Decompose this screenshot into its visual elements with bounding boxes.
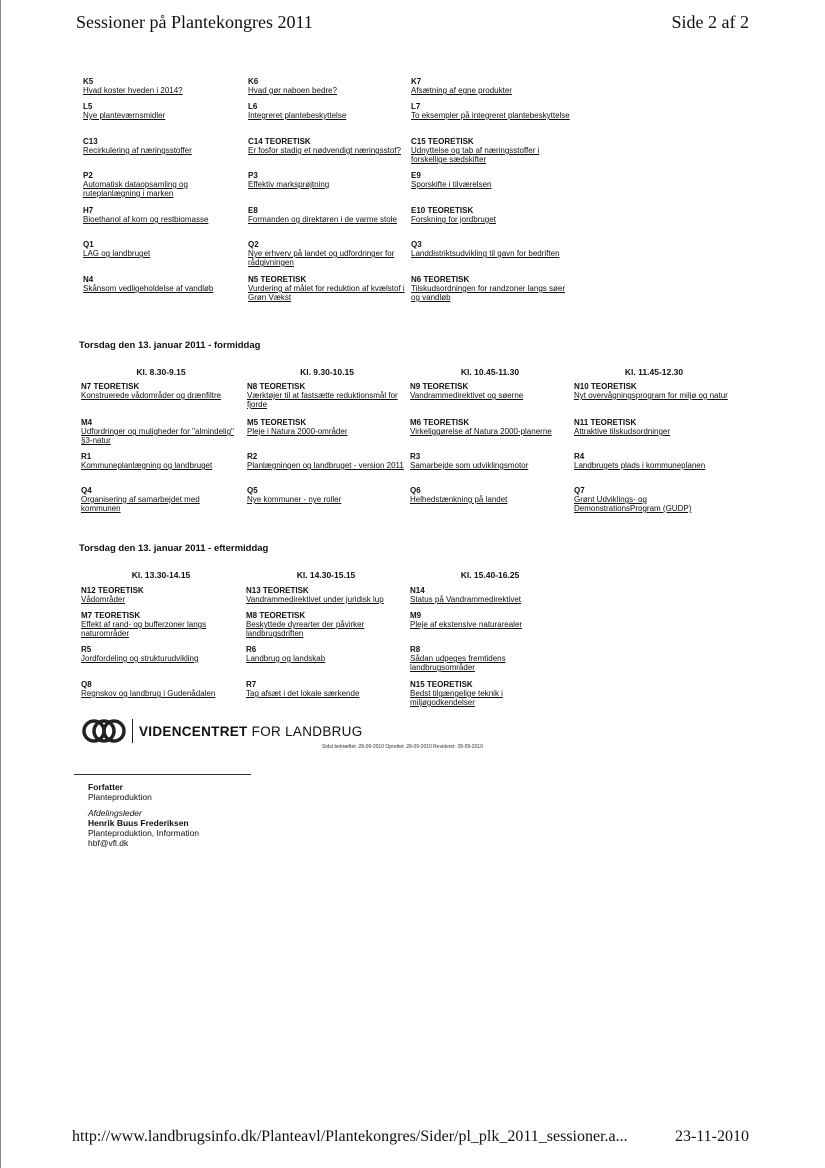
session-title-link[interactable]: Bioethanol af korn og restbiomasse	[83, 215, 209, 224]
session-title-link[interactable]: Tilskudsordningen for randzoner langs søer og vandløb	[411, 284, 566, 302]
session-item[interactable]	[410, 611, 570, 629]
session-code: M9	[410, 611, 422, 620]
session-title-link[interactable]: Landbrugets plads i kommuneplanen	[574, 461, 706, 470]
session-title-link[interactable]: Effektiv marksprøjtning	[248, 180, 330, 189]
scan-edge	[0, 0, 1, 1168]
session-title-link[interactable]: Udnyttelse og tab af næringsstoffer i forskellige sædskifter	[411, 146, 540, 164]
session-title-link[interactable]: Værktøjer til at fastsætte reduktionsmål for fjorde	[247, 391, 398, 409]
session-item[interactable]	[411, 102, 576, 120]
session-code: R1	[81, 452, 92, 461]
session-code: Q8	[81, 680, 92, 689]
author-block	[88, 782, 199, 848]
session-title-link[interactable]: Bedst tilgængelige teknik i miljøgodkendelser	[410, 689, 503, 707]
morning-heading: Torsdag den 13. januar 2011 - formiddag	[79, 340, 261, 351]
session-item[interactable]	[410, 382, 568, 400]
session-code: R2	[247, 452, 258, 461]
session-item[interactable]	[248, 137, 406, 155]
session-title-link[interactable]: Recirkulering af næringsstoffer	[83, 146, 192, 155]
session-item[interactable]	[83, 102, 241, 120]
session-item[interactable]	[411, 77, 576, 95]
session-item[interactable]	[247, 382, 405, 409]
page-header-title: Sessioner på Plantekongres 2011	[76, 12, 313, 32]
session-title-link[interactable]: Forskning for jordbruget	[411, 215, 496, 224]
session-item[interactable]	[247, 418, 405, 436]
session-title-link[interactable]: Effekt af rand- og bufferzoner langs naturområder	[81, 620, 207, 638]
author-dept: Planteproduktion	[88, 792, 152, 802]
time-slot-header: Kl. 14.30-15.15	[296, 570, 356, 580]
session-code: R5	[81, 645, 92, 654]
session-title-link[interactable]: Attraktive tilskudsordninger	[574, 427, 671, 436]
session-code: M6 TEORETISK	[410, 418, 470, 427]
session-item[interactable]	[410, 645, 570, 672]
session-code: Q6	[410, 486, 421, 495]
session-title-link[interactable]: Samarbejde som udviklingsmotor	[410, 461, 529, 470]
session-item[interactable]	[246, 680, 406, 698]
session-code: N6 TEORETISK	[411, 275, 470, 284]
session-code: R4	[574, 452, 585, 461]
session-code: Q4	[81, 486, 92, 495]
time-slot-header: Kl. 13.30-14.15	[131, 570, 191, 580]
session-title-link[interactable]: Udfordringer og muligheder for "almindelig" §3-natur	[81, 427, 234, 445]
session-item[interactable]	[246, 645, 406, 663]
session-title-link[interactable]: To eksempler på integreret plantebeskyttelse	[411, 111, 570, 120]
session-title-link[interactable]: Konstruerede vådområder og drænfiltre	[81, 391, 222, 400]
session-item[interactable]	[81, 586, 241, 604]
session-title-link[interactable]: Regnskov og landbrug i Gudenådalen	[81, 689, 216, 698]
session-title-link[interactable]: Pleje i Natura 2000-områder	[247, 427, 348, 436]
session-title-link[interactable]: LAG og landbruget	[83, 249, 151, 258]
session-code: N4	[83, 275, 94, 284]
author-unit: Planteproduktion, Information	[88, 828, 200, 838]
session-code: Q3	[411, 240, 422, 249]
session-item[interactable]	[574, 382, 732, 400]
session-title-link[interactable]: Jordfordeling og strukturudvikling	[81, 654, 199, 663]
session-code: N13 TEORETISK	[246, 586, 309, 595]
session-item[interactable]	[574, 418, 732, 436]
videncentret-logo	[82, 718, 363, 744]
session-code: C13	[83, 137, 98, 146]
session-code: M5 TEORETISK	[247, 418, 307, 427]
session-item[interactable]	[83, 275, 241, 293]
session-title-link[interactable]: Hvad gør naboen bedre?	[248, 86, 337, 95]
session-code: M4	[81, 418, 93, 427]
session-item[interactable]	[411, 240, 576, 258]
session-item[interactable]	[411, 137, 576, 164]
session-title-link[interactable]: Beskyttede dyrearter der påvirker landbrugsdriften	[246, 620, 365, 638]
session-title-link[interactable]: Nye kommuner - nye roller	[247, 495, 342, 504]
session-item[interactable]	[248, 102, 406, 120]
session-code: N11 TEORETISK	[574, 418, 637, 427]
session-code: N14	[410, 586, 425, 595]
session-title-link[interactable]: Grønt Udviklings- og DemonstrationsProgram (GUDP)	[574, 495, 692, 513]
footer-date: 23-11-2010	[674, 1128, 749, 1145]
session-title-link[interactable]: Vandrammedirektivet og søerne	[410, 391, 524, 400]
session-item[interactable]	[410, 486, 568, 504]
session-item[interactable]	[246, 586, 406, 604]
session-code: K6	[248, 77, 259, 86]
session-title-link[interactable]: Nye erhverv på landet og udfordringer for rådgivningen	[248, 249, 395, 267]
session-code: P3	[248, 171, 258, 180]
session-code: N8 TEORETISK	[247, 382, 306, 391]
session-title-link[interactable]: Skånsom vedligeholdelse af vandløb	[83, 284, 214, 293]
session-code: N5 TEORETISK	[248, 275, 307, 284]
session-title-link[interactable]: Vandrammedirektivet under juridisk lup	[246, 595, 384, 604]
session-title-link[interactable]: Vurdering af målet for reduktion af kvælstof i Grøn Vækst	[248, 284, 405, 302]
time-slot-header: Kl. 8.30-9.15	[136, 367, 186, 377]
session-code: M7 TEORETISK	[81, 611, 141, 620]
divider	[74, 774, 251, 775]
session-code: R6	[246, 645, 257, 654]
author-email[interactable]: hbf@vfl.dk	[88, 838, 129, 848]
session-code: C15 TEORETISK	[411, 137, 474, 146]
session-item[interactable]	[81, 680, 241, 698]
session-item[interactable]	[248, 275, 406, 302]
session-code: L6	[248, 102, 258, 111]
session-title-link[interactable]: Vådområder	[81, 595, 126, 604]
time-slot-header: Kl. 9.30-10.15	[300, 367, 354, 377]
session-code: H7	[83, 206, 94, 215]
session-item[interactable]	[411, 275, 576, 302]
session-item[interactable]	[248, 171, 406, 189]
session-item[interactable]	[81, 611, 241, 638]
session-code: R8	[410, 645, 421, 654]
session-item[interactable]	[246, 611, 406, 638]
session-title-link[interactable]: Landbrug og landskab	[246, 654, 326, 663]
session-item[interactable]	[248, 240, 406, 267]
session-item[interactable]	[410, 680, 570, 707]
session-code: Q5	[247, 486, 258, 495]
session-title-link[interactable]: Landdistriktsudvikling til gavn for bedriften	[411, 249, 560, 258]
session-title-link[interactable]: Afsætning af egne produkter	[411, 86, 512, 95]
session-item[interactable]	[248, 206, 406, 224]
session-item[interactable]	[410, 586, 570, 604]
session-item[interactable]	[574, 452, 732, 470]
logo-rings-icon	[82, 718, 126, 744]
session-code: N9 TEORETISK	[410, 382, 469, 391]
session-title-link[interactable]: Organisering af samarbejdet med kommunen	[81, 495, 200, 513]
session-item[interactable]	[410, 418, 568, 436]
session-item[interactable]	[81, 452, 239, 470]
session-title-link[interactable]: Virkeliggørelse af Natura 2000-planerne	[410, 427, 552, 436]
author-name: Henrik Buus Frederiksen	[88, 818, 189, 828]
author-role: Afdelingsleder	[88, 808, 142, 818]
session-item[interactable]	[81, 645, 241, 663]
session-item[interactable]	[81, 382, 239, 400]
session-code: L5	[83, 102, 93, 111]
session-code: N10 TEORETISK	[574, 382, 637, 391]
session-item[interactable]	[248, 77, 406, 95]
session-title-link[interactable]: Formanden og direktøren i de varme stole	[248, 215, 397, 224]
session-item[interactable]	[247, 452, 405, 470]
session-item[interactable]	[83, 206, 241, 224]
session-code: E10 TEORETISK	[411, 206, 474, 215]
page-number: Side 2 af 2	[671, 12, 749, 32]
session-title-link[interactable]: Nyt overvågningsprogram for miljø og natur	[574, 391, 728, 400]
session-item[interactable]	[83, 137, 241, 155]
session-code: N7 TEORETISK	[81, 382, 140, 391]
session-code: K7	[411, 77, 422, 86]
session-code: E9	[411, 171, 421, 180]
session-title-link[interactable]: Pleje af ekstensive naturarealer	[410, 620, 523, 629]
session-item[interactable]	[81, 418, 239, 445]
session-code: Q7	[574, 486, 585, 495]
session-title-link[interactable]: Sådan udpeges fremtidens landbrugsområder	[410, 654, 506, 672]
session-code: N12 TEORETISK	[81, 586, 144, 595]
session-title-link[interactable]: Kommuneplanlægning og landbruget	[81, 461, 213, 470]
session-code: Q1	[83, 240, 94, 249]
session-code: Q2	[248, 240, 259, 249]
session-title-link[interactable]: Tag afsæt i det lokale særkende	[246, 689, 360, 698]
session-item[interactable]	[574, 486, 732, 513]
session-item[interactable]	[83, 77, 241, 95]
session-code: L7	[411, 102, 421, 111]
session-code: N15 TEORETISK	[410, 680, 473, 689]
session-code: C14 TEORETISK	[248, 137, 311, 146]
session-item[interactable]	[81, 486, 239, 513]
session-code: R3	[410, 452, 421, 461]
session-title-link[interactable]: Hvad koster hveden i 2014?	[83, 86, 183, 95]
session-item[interactable]	[411, 171, 576, 189]
session-item[interactable]	[247, 486, 405, 504]
session-title-link[interactable]: Planlægningen og landbruget - version 2011	[247, 461, 404, 470]
session-item[interactable]	[410, 452, 568, 470]
author-label: Forfatter	[88, 782, 123, 792]
session-title-link[interactable]: Automatisk dataopsamling og ruteplanlægning i marken	[83, 180, 188, 198]
time-slot-header: Kl. 11.45-12.30	[624, 367, 684, 377]
time-slot-header: Kl. 15.40-16.25	[460, 570, 520, 580]
session-title-link[interactable]: Sporskifte i tilværelsen	[411, 180, 492, 189]
session-item[interactable]	[83, 240, 241, 258]
session-code: E8	[248, 206, 258, 215]
time-slot-header: Kl. 10.45-11.30	[460, 367, 520, 377]
footer-url: http://www.landbrugsinfo.dk/Planteavl/Plantekongres/Sider/pl_plk_2011_sessioner.a...	[72, 1128, 628, 1145]
session-title-link[interactable]: Helhedstænkning på landet	[410, 495, 508, 504]
session-code: R7	[246, 680, 257, 689]
session-title-link[interactable]: Nye planteværnsmidler	[83, 111, 166, 120]
logo-text: VIDENCENTRET FOR LANDBRUG	[139, 723, 363, 739]
revision-info: Sidst bekræftet: 28-09-2010 Oprettet: 28-09-2010 Revideret: 28-09-2010	[322, 744, 483, 750]
session-item[interactable]	[411, 206, 576, 224]
session-code: K5	[83, 77, 94, 86]
session-item[interactable]	[83, 171, 241, 198]
session-title-link[interactable]: Integreret plantebeskyttelse	[248, 111, 347, 120]
afternoon-heading: Torsdag den 13. januar 2011 - eftermiddag	[79, 543, 269, 554]
session-code: P2	[83, 171, 93, 180]
session-title-link[interactable]: Er fosfor stadig et nødvendigt næringsstof?	[248, 146, 401, 155]
session-title-link[interactable]: Status på Vandrammedirektivet	[410, 595, 522, 604]
session-code: M8 TEORETISK	[246, 611, 306, 620]
